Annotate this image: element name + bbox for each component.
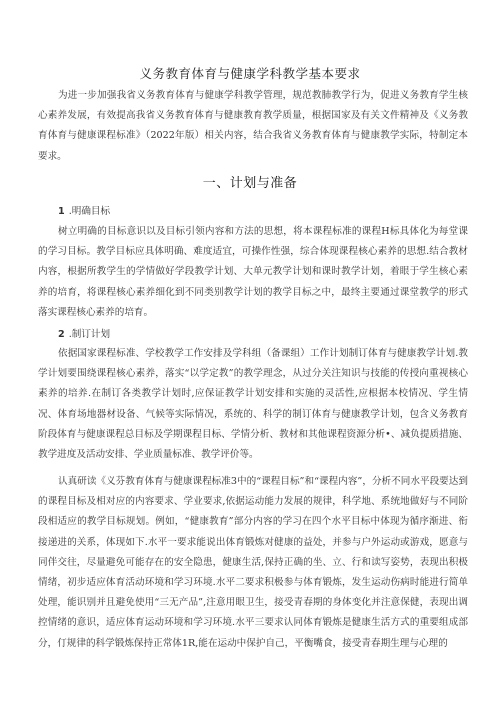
document-title: 义务教育体育与健康学科教学基本要求 <box>139 66 361 81</box>
plan-paragraph-1 <box>38 344 468 465</box>
subheading-number: 2 <box>58 329 65 340</box>
subheading-title: .明确目标 <box>68 206 111 217</box>
intro-text: 为进一步加强我省义务教育体育与健康学科教学管理，规范教肺教学行为，促进义务教育学生核心素养发展，有效提高我省义务教育体育与健康教育教学质量，根据国家及有关文件精神及《义务教育体育与健康课程标准》（2022年版）相关内容，结合我省义务教育体育与健康教学实际，特制定本要求。 <box>38 90 468 162</box>
goals-text: 树立明确的目标意识以及目标引领内容和方法的思想，将本课程标准的课程H标具体化为每堂课的学习目标。教学目标应具体明确、难度适宜，可操作性强，综合体现课程核心素养的思想.结合教材内容，根据所教学生的学情做好学段教学计划、大单元教学计划和课时教学计划，着眼于学生核心素养的培育，将课程核心素养细化到不同类别教学计划的教学目标之中，最终主要通过课堂教学的形式落实课程核心素养的培育。 <box>38 226 468 318</box>
plan-text-2: 认真研读《义芬教育体育与健康课程标准3中的“课程目标”和“课程内容”，分析不同水平段要达到的课程目标及相对应的内容要求、学业要求,依据运动能力发展的规律，科学地、系统地做好与不同阶段相适应的教学目标规划。例如，“健康教育”部分内容的学习在四个水平目标中体现为循序渐进、衔接递进的关系，体现如下.水平一要求能说出体育锻炼对健康的益处，并参与户外运动或游戏，愿意与同伴交往，尽量避免可能存在的安全隐患，健康生活,保持正确的坐、立、行和读写姿势，表现出积极情绪，初步适应体育活动环境和学习环境.水平二要求积极参与体育锻炼，发生运动伤病时能进行简单处理，能识别并且避免使用“三无产品”,注意用眼卫生，接受青春期的身体变化并注意保健，表现出调控情绪的意识，适应体育运动环境和学习环境.水平三要求认同体育锻炼是健康生活方式的重要组成部分，仃规律的科学锻炼保持正常体1R,能在运动中保护自己，平衡嘴食，接受青春期生理与心理的 <box>38 476 468 649</box>
subheading-number: 1 <box>58 206 65 217</box>
section-heading: 一、计划与准备 <box>202 176 298 191</box>
goals-paragraph <box>38 222 468 323</box>
subheading-plan <box>58 326 110 340</box>
plan-text-1: 依据国家课程标准、学校教学工作安排及学科组（备课组）工作计划制订体育与健康教学计划.教学计划要围绕课程核心素养，落实“以学定教”的教学理念，从过分关注知识与技能的传授向重视核心素养的培养.在制订各类教学计划时,应保证教学计划安排和实施的灵活性,应根据本校情况、学生情况、体育场地器材设备、气候等实际情况，系统的、科学的制订体育与健康教学计划，包含义务教育阶段体育与健康课程总目标及学期课程目标、学情分析、教材和其他课程资源分析•、减负提质措施、教学进度及活动安排、学业质量标准、教学评价等。 <box>38 348 468 461</box>
subheading-title: .制订计划 <box>68 329 111 340</box>
plan-paragraph-2 <box>38 472 468 654</box>
subheading-goals <box>58 203 110 217</box>
intro-paragraph <box>38 86 468 167</box>
